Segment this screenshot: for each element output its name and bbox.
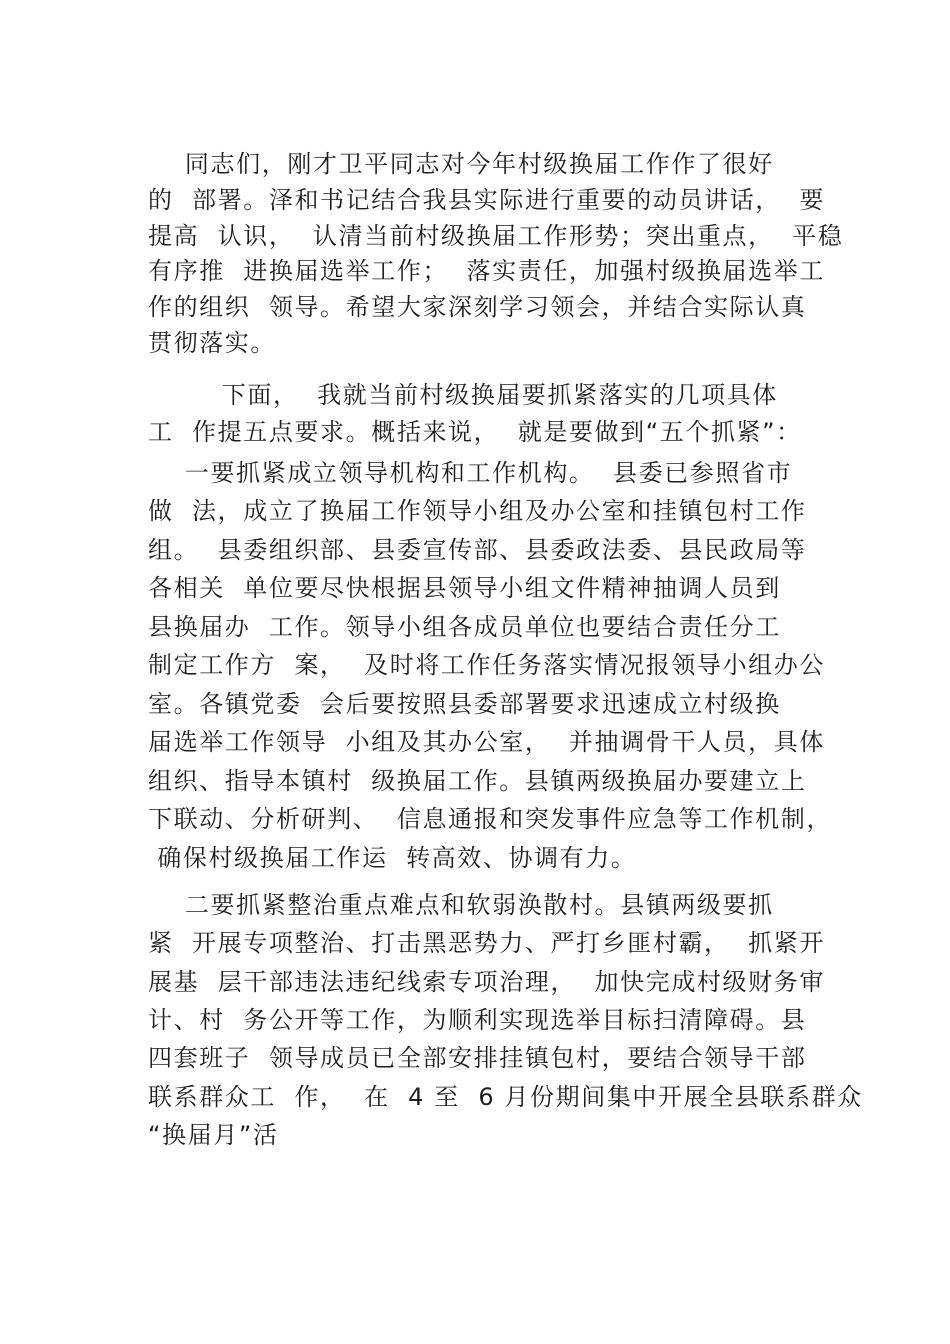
text-line: 下面， 我就当前村级换届要抓紧落实的几项具体 — [148, 381, 778, 409]
text-line: 展基 层干部违法违纪线索专项治理， 加快完成村级财务审 — [148, 968, 825, 996]
text-line: 确保村级换届工作运 转高效、协调有力。 — [148, 844, 637, 872]
text-line: 工 作提五点要求。概括来说， 就是要做到“五个抓紧”： — [148, 418, 802, 446]
text-line: 组织、指导本镇村 级换届工作。县镇两级换届办要建立上 — [148, 767, 807, 795]
text-line: 紧 开展专项整治、打击黑恶势力、严打乡匪村霸， 抓紧开 — [148, 929, 825, 957]
text-line: 提高 认识， 认清当前村级换届工作形势；突出重点， 平稳 — [148, 222, 844, 250]
text-line: 四套班子 领导成员已全部安排挂镇包村，要结合领导干部 — [148, 1044, 807, 1072]
text-line: 室。各镇党委 会后要按照县委部署要求迅速成立村级换 — [148, 690, 781, 718]
text-line: 的 部署。泽和书记结合我县实际进行重要的动员讲话， 要 — [148, 186, 825, 214]
text-line: 制定工作方 案， 及时将工作任务落实情况报领导小组办公 — [148, 651, 825, 679]
text-line: 计、村 务公开等工作，为顺利实现选举目标扫清障碍。县 — [148, 1006, 807, 1034]
text-line: 一要抓紧成立领导机构和工作机构。 县委已参照省市 — [148, 459, 793, 487]
text-line: 同志们，刚才卫平同志对今年村级换届工作作了很好 — [148, 150, 774, 178]
text-line: 各相关 单位要尽快根据县领导小组文件精神抽调人员到 — [148, 574, 781, 602]
text-line: 二要抓紧整治重点难点和软弱涣散村。县镇两级要抓 — [148, 891, 774, 919]
text-line: 做 法，成立了换届工作领导小组及办公室和挂镇包村工作 — [148, 497, 807, 525]
text-line: 作的组织 领导。希望大家深刻学习领会，并结合实际认真 — [148, 293, 807, 321]
text-line: 组。 县委组织部、县委宣传部、县委政法委、县民政局等 — [148, 536, 807, 564]
text-line: 下联动、分析研判、 信息通报和突发事件应急等工作机制， — [148, 805, 833, 833]
text-line: 联系群众工 作， 在 4 至 6 月份期间集中开展全县联系群众 — [148, 1083, 863, 1111]
text-line: “换届月”活 — [148, 1121, 279, 1149]
text-line: 贯彻落实。 — [148, 329, 276, 357]
text-line: 县换届办 工作。领导小组各成员单位也要结合责任分工 — [148, 613, 781, 641]
text-line: 届选举工作领导 小组及其办公室， 并抽调骨干人员，具体 — [148, 728, 825, 756]
text-line: 有序推 进换届选举工作； 落实责任，加强村级换届选举工 — [148, 257, 825, 285]
